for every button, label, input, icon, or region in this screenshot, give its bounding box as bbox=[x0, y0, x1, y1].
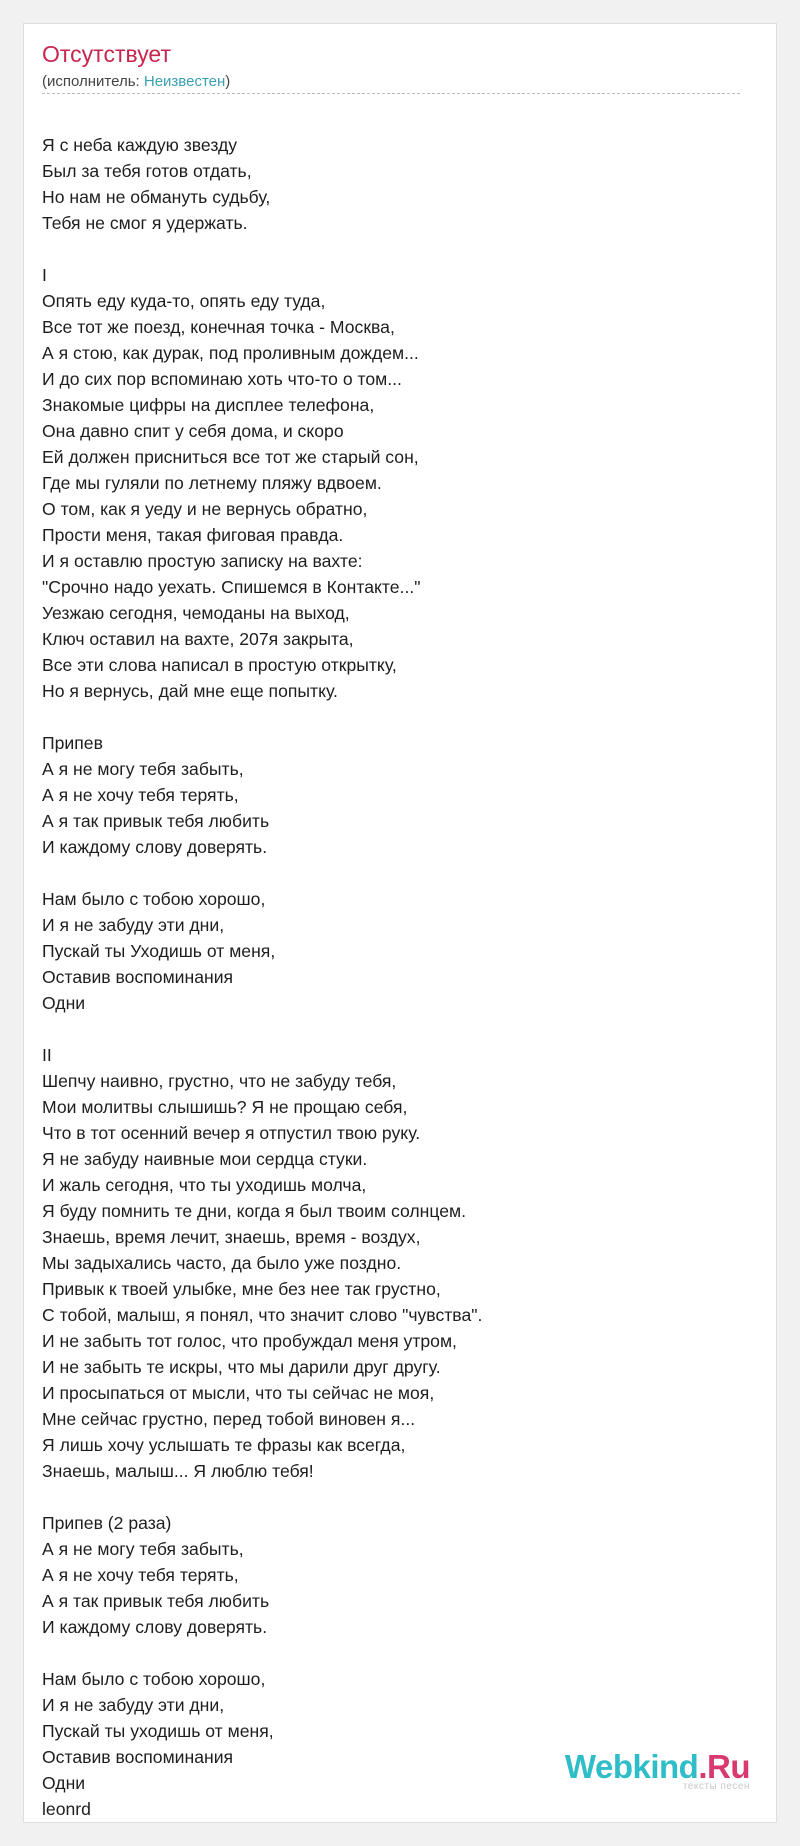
lyric-line: Оставив воспоминания bbox=[42, 1747, 234, 1767]
lyric-line: Опять еду куда-то, опять еду туда, bbox=[42, 291, 326, 311]
lyric-line: leonrd bbox=[42, 1799, 91, 1819]
lyric-line: Пускай ты уходишь от меня, bbox=[42, 1721, 274, 1741]
lyric-line: Припев bbox=[42, 733, 103, 753]
stanza-break bbox=[42, 236, 482, 262]
lyric-line: И я не забуду эти дни, bbox=[42, 1695, 225, 1715]
lyric-line: Оставив воспоминания bbox=[42, 967, 234, 987]
lyric-line: И не забыть те искры, что мы дарили друг другу. bbox=[42, 1357, 441, 1377]
lyric-line: А я не могу тебя забыть, bbox=[42, 1539, 244, 1559]
dashed-divider bbox=[42, 93, 740, 94]
lyric-line: Я лишь хочу услышать те фразы как всегда, bbox=[42, 1435, 406, 1455]
stanza-break bbox=[42, 1484, 482, 1510]
lyric-line: И я оставлю простую записку на вахте: bbox=[42, 551, 363, 571]
lyric-line: А я так привык тебя любить bbox=[42, 811, 270, 831]
lyric-line: Она давно спит у себя дома, и скоро bbox=[42, 421, 344, 441]
lyric-line: И не забыть тот голос, что пробуждал меня утром, bbox=[42, 1331, 457, 1351]
artist-link[interactable]: Неизвестен bbox=[143, 73, 226, 90]
lyric-line: А я не могу тебя забыть, bbox=[42, 759, 244, 779]
lyric-line: Знаешь, малыш... Я люблю тебя! bbox=[42, 1461, 314, 1481]
lyric-line: Одни bbox=[42, 993, 86, 1013]
lyric-line: Припев (2 раза) bbox=[42, 1513, 172, 1533]
lyric-line: Мы задыхались часто, да было уже поздно. bbox=[42, 1253, 402, 1273]
song-title: Отсутствует bbox=[42, 41, 171, 67]
lyric-line: И просыпаться от мысли, что ты сейчас не моя, bbox=[42, 1383, 435, 1403]
lyric-line: Привык к твоей улыбке, мне без нее так грустно, bbox=[42, 1279, 441, 1299]
lyric-line: Одни bbox=[42, 1773, 86, 1793]
lyric-line: А я стою, как дурак, под проливным дождем... bbox=[42, 343, 419, 363]
lyric-line: Я буду помнить те дни, когда я был твоим солнцем. bbox=[42, 1201, 466, 1221]
lyric-line: Пускай ты Уходишь от меня, bbox=[42, 941, 276, 961]
stanza-break bbox=[42, 1640, 482, 1666]
logo-wordmark bbox=[565, 1750, 750, 1783]
lyric-line: Но я вернусь, дай мне еще попытку. bbox=[42, 681, 338, 701]
lyric-line: Уезжаю сегодня, чемоданы на выход, bbox=[42, 603, 350, 623]
lyric-line: Прости меня, такая фиговая правда. bbox=[42, 525, 344, 545]
lyric-line: Ей должен присниться все тот же старый сон, bbox=[42, 447, 419, 467]
logo-tld: .Ru bbox=[698, 1748, 750, 1785]
lyric-line: Где мы гуляли по летнему пляжу вдвоем. bbox=[42, 473, 382, 493]
lyric-line: Что в тот осенний вечер я отпустил твою руку. bbox=[42, 1123, 421, 1143]
lyric-line: И до сих пор вспоминаю хоть что-то о том... bbox=[42, 369, 402, 389]
lyric-line: А я так привык тебя любить bbox=[42, 1591, 270, 1611]
lyric-line: Мне сейчас грустно, перед тобой виновен я... bbox=[42, 1409, 416, 1429]
lyric-line: Шепчу наивно, грустно, что не забуду тебя, bbox=[42, 1071, 397, 1091]
lyric-line: Нам было с тобою хорошо, bbox=[42, 889, 266, 909]
logo-brand: Webkind bbox=[564, 1748, 699, 1785]
lyric-line: Знаешь, время лечит, знаешь, время - воздух, bbox=[42, 1227, 421, 1247]
lyric-line: Тебя не смог я удержать. bbox=[42, 213, 248, 233]
stanza-break bbox=[42, 1016, 482, 1042]
stanza-break bbox=[42, 860, 482, 886]
stanza-break bbox=[42, 704, 482, 730]
logo-tagline: тексты песен bbox=[682, 1781, 750, 1792]
lyric-line: И каждому слову доверять. bbox=[42, 837, 268, 857]
artist-line bbox=[42, 74, 230, 89]
lyric-line: Я не забуду наивные мои сердца стуки. bbox=[42, 1149, 368, 1169]
lyrics-card bbox=[23, 23, 777, 1823]
lyric-line: Был за тебя готов отдать, bbox=[42, 161, 252, 181]
lyric-line: II bbox=[42, 1045, 52, 1065]
lyric-line: I bbox=[42, 265, 47, 285]
lyric-line: Знакомые цифры на дисплее телефона, bbox=[42, 395, 375, 415]
lyric-line: С тобой, малыш, я понял, что значит слово "чувства". bbox=[42, 1305, 483, 1325]
lyric-line: "Срочно надо уехать. Спишемся в Контакте..." bbox=[42, 577, 421, 597]
lyrics-text bbox=[42, 132, 482, 1822]
lyric-line: И жаль сегодня, что ты уходишь молча, bbox=[42, 1175, 367, 1195]
lyric-line: О том, как я уеду и не вернусь обратно, bbox=[42, 499, 368, 519]
lyric-line: А я не хочу тебя терять, bbox=[42, 785, 239, 805]
lyric-line: Ключ оставил на вахте, 207я закрыта, bbox=[42, 629, 354, 649]
artist-suffix: ) bbox=[225, 73, 231, 90]
lyric-line: Все эти слова написал в простую открытку, bbox=[42, 655, 397, 675]
lyric-line: И каждому слову доверять. bbox=[42, 1617, 268, 1637]
lyric-line: А я не хочу тебя терять, bbox=[42, 1565, 239, 1585]
lyric-line: Я с неба каждую звезду bbox=[42, 135, 238, 155]
lyric-line: Нам было с тобою хорошо, bbox=[42, 1669, 266, 1689]
artist-prefix: (исполнитель: bbox=[42, 73, 144, 90]
lyric-line: Но нам не обмануть судьбу, bbox=[42, 187, 271, 207]
lyric-line: Все тот же поезд, конечная точка - Москва, bbox=[42, 317, 395, 337]
lyric-line: Мои молитвы слышишь? Я не прощаю себя, bbox=[42, 1097, 408, 1117]
site-logo[interactable] bbox=[565, 1750, 750, 1792]
lyric-line: И я не забуду эти дни, bbox=[42, 915, 225, 935]
